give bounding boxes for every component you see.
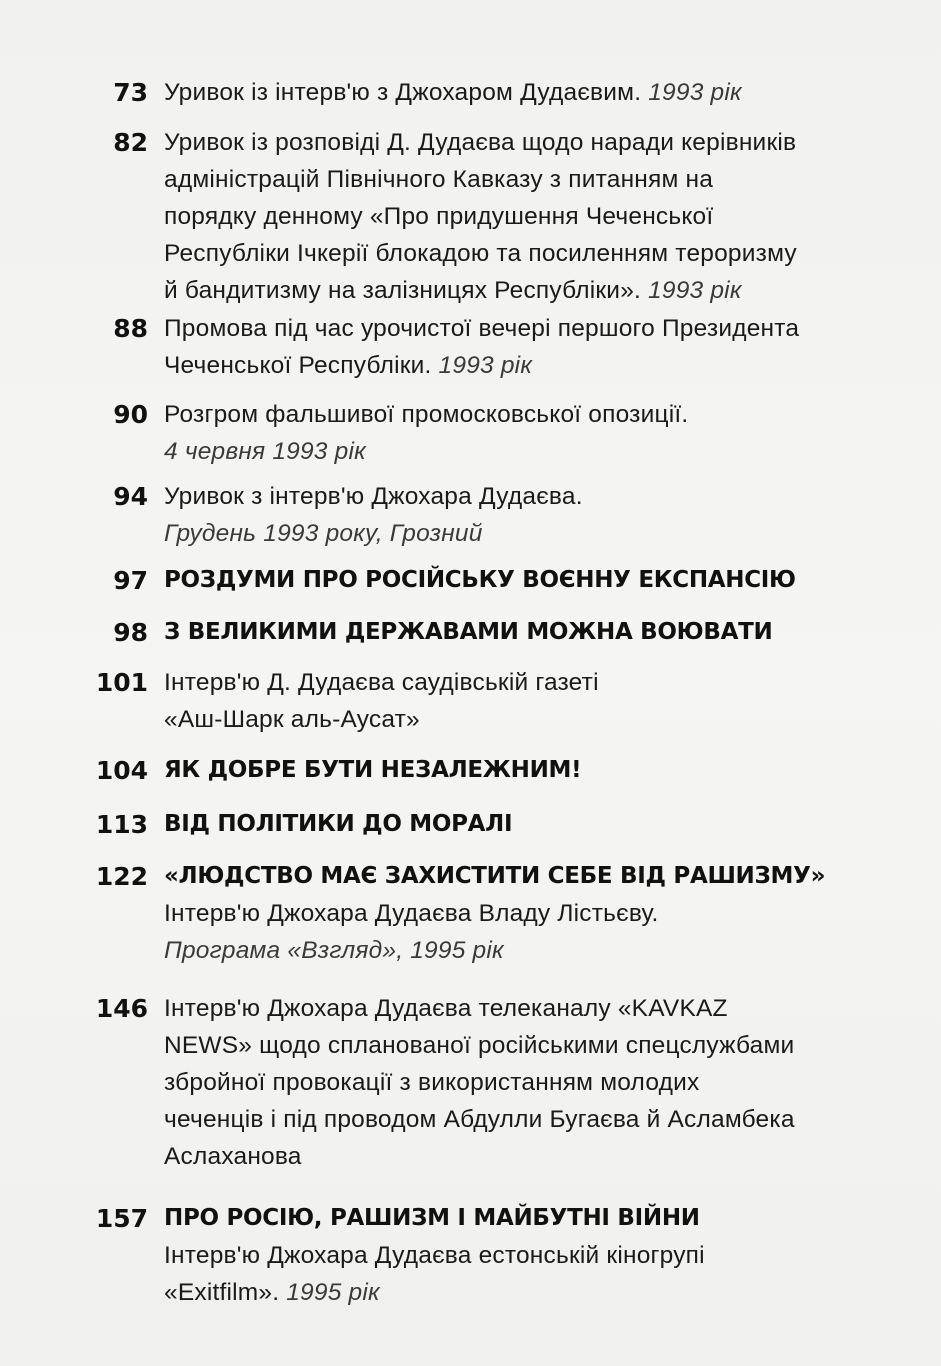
page-number: 157 xyxy=(95,1204,148,1233)
section-title: ПРО РОСІЮ, РАШИЗМ І МАЙБУТНІ ВІЙНИ xyxy=(164,1205,700,1231)
toc-entry xyxy=(90,74,890,111)
entry-text xyxy=(164,664,864,738)
page-number: 94 xyxy=(113,482,148,511)
page-number: 101 xyxy=(95,668,148,697)
toc-entry xyxy=(90,1200,890,1311)
entry-line: Інтерв'ю Д. Дудаєва саудівській газеті xyxy=(164,669,599,696)
entry-line: «Аш-Шарк аль-Аусат» xyxy=(164,706,420,733)
entry-text xyxy=(164,478,864,552)
entry-subtitle: Інтерв'ю Джохара Дудаєва Владу Лістьєву. xyxy=(164,900,659,927)
page-number: 113 xyxy=(95,810,148,839)
entry-text xyxy=(164,806,864,843)
entry-text xyxy=(164,396,864,470)
page-number: 104 xyxy=(95,756,148,785)
entry-text xyxy=(164,562,864,599)
entry-note: 1993 рік xyxy=(648,79,742,106)
toc-entry xyxy=(90,562,890,599)
section-title: З ВЕЛИКИМИ ДЕРЖАВАМИ МОЖНА ВОЮВАТИ xyxy=(164,619,773,645)
toc-entry xyxy=(90,806,890,843)
entry-note: 1993 рік xyxy=(438,352,533,379)
section-title: «ЛЮДСТВО МАЄ ЗАХИСТИТИ СЕБЕ ВІД РАШИЗМУ» xyxy=(164,863,826,889)
toc-entry xyxy=(90,124,890,309)
toc-entry xyxy=(90,752,890,789)
page-number: 98 xyxy=(113,618,148,647)
entry-text xyxy=(164,124,864,309)
toc-entry xyxy=(90,664,890,738)
entry-line: Республіки Ічкерії блокадою та посиленням тероризму xyxy=(164,240,797,267)
page-number: 122 xyxy=(95,862,148,891)
entry-line xyxy=(164,74,864,111)
entry-line: Промова під час урочистої вечері першого Президента xyxy=(164,315,800,342)
entry-line xyxy=(164,272,864,309)
entry-line-text: Чеченської Республіки. xyxy=(164,352,432,379)
entry-line xyxy=(164,347,864,384)
entry-text xyxy=(164,858,864,969)
toc-entry xyxy=(90,990,890,1175)
entry-line-text: й бандитизму на залізницях Республіки». xyxy=(164,277,642,304)
toc-entry xyxy=(90,310,890,384)
toc-entry xyxy=(90,396,890,470)
entry-note: 4 червня 1993 рік xyxy=(164,438,366,465)
page-number: 73 xyxy=(113,78,148,107)
entry-line: Аслаханова xyxy=(164,1143,302,1170)
page-number: 97 xyxy=(113,566,148,595)
page-number: 88 xyxy=(113,314,148,343)
section-title: ВІД ПОЛІТИКИ ДО МОРАЛІ xyxy=(164,811,513,837)
entry-text xyxy=(164,990,864,1175)
entry-note: 1993 рік xyxy=(648,277,742,304)
entry-line: збройної провокації з використанням молодих xyxy=(164,1069,700,1096)
entry-note: Програма «Взгляд», 1995 рік xyxy=(164,937,504,964)
toc-entry xyxy=(90,478,890,552)
toc-entry xyxy=(90,858,890,969)
entry-title: Уривок з інтерв'ю Джохара Дудаєва. xyxy=(164,483,583,510)
entry-line: Інтерв'ю Джохара Дудаєва естонській кіногрупі xyxy=(164,1242,705,1269)
entry-line: Уривок із розповіді Д. Дудаєва щодо наради керівників xyxy=(164,129,797,156)
entry-line-text: «Exitfilm». xyxy=(164,1279,280,1306)
page-number: 82 xyxy=(113,128,148,157)
entry-line xyxy=(164,1274,864,1311)
section-title: ЯК ДОБРЕ БУТИ НЕЗАЛЕЖНИМ! xyxy=(164,757,582,783)
entry-note: Грудень 1993 року, Грозний xyxy=(164,520,483,547)
entry-line: Інтерв'ю Джохара Дудаєва телеканалу «KAVKAZ xyxy=(164,995,728,1022)
section-title: РОЗДУМИ ПРО РОСІЙСЬКУ ВОЄННУ ЕКСПАНСІЮ xyxy=(164,567,796,593)
entry-text xyxy=(164,74,864,111)
entry-title: Уривок із інтерв'ю з Джохаром Дудаєвим. xyxy=(164,79,642,106)
page-number: 146 xyxy=(95,994,148,1023)
page-number: 90 xyxy=(113,400,148,429)
entry-line: адміністрацій Північного Кавказу з питанням на xyxy=(164,166,714,193)
entry-text xyxy=(164,310,864,384)
toc-entry xyxy=(90,614,890,651)
entry-line: порядку денному «Про придушення Чеченської xyxy=(164,203,714,230)
entry-line: NEWS» щодо спланованої російськими спецслужбами xyxy=(164,1032,795,1059)
entry-text xyxy=(164,752,864,789)
entry-text xyxy=(164,614,864,651)
entry-title: Розгром фальшивої промосковської опозиції. xyxy=(164,401,689,428)
entry-note: 1995 рік xyxy=(286,1279,380,1306)
entry-text xyxy=(164,1200,864,1311)
entry-line: чеченців і під проводом Абдулли Бугаєва й Асламбека xyxy=(164,1106,795,1133)
